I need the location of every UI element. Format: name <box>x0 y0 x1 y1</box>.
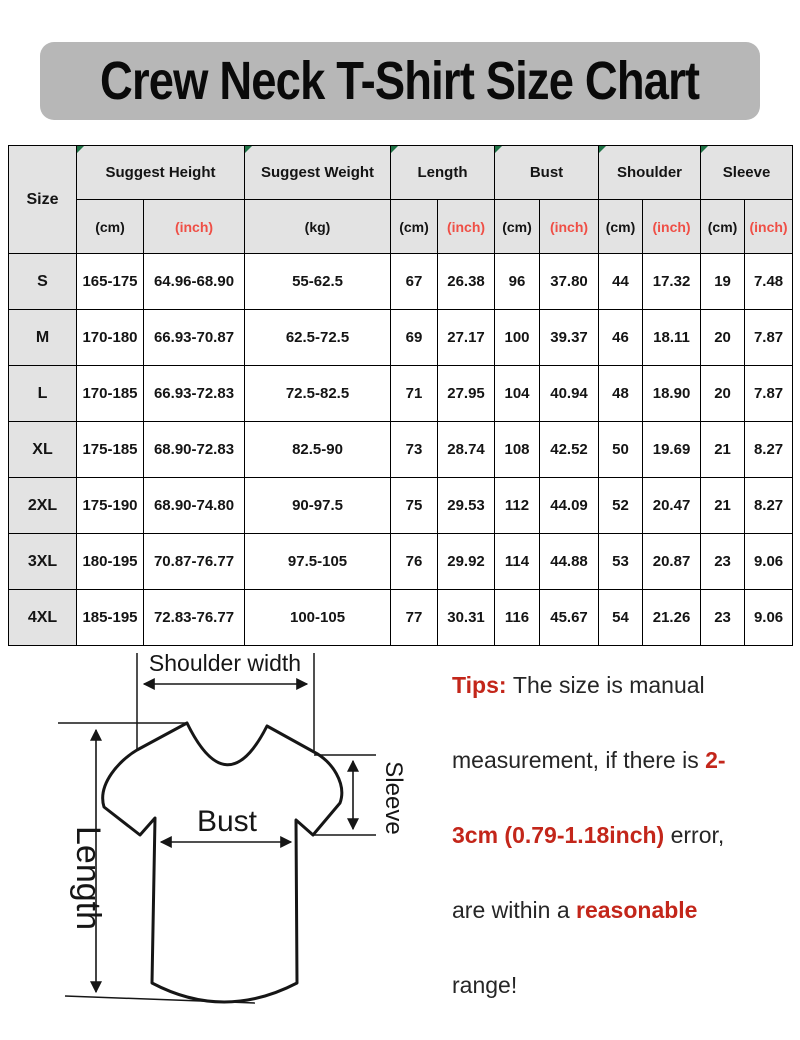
cell-corner-marker <box>701 146 708 153</box>
value-cell: 64.96-68.90 <box>144 254 245 310</box>
cell-corner-marker <box>391 146 398 153</box>
value-cell: 70.87-76.77 <box>144 534 245 590</box>
value-cell: 20.47 <box>643 478 701 534</box>
table-row <box>9 310 793 366</box>
size-cell: S <box>9 254 77 310</box>
sleeve-label: Sleeve <box>380 761 407 835</box>
value-cell: 23 <box>701 534 745 590</box>
value-cell: 9.06 <box>745 534 793 590</box>
value-cell: 9.06 <box>745 590 793 646</box>
value-cell: 108 <box>495 422 540 478</box>
value-cell: 97.5-105 <box>245 534 391 590</box>
value-cell: 67 <box>391 254 438 310</box>
value-cell: 19 <box>701 254 745 310</box>
value-cell: 66.93-72.83 <box>144 366 245 422</box>
tips-text <box>452 648 788 1023</box>
value-cell: 53 <box>599 534 643 590</box>
tips-highlight: Tips: <box>452 672 513 698</box>
tips-segment: measurement, if there is <box>452 747 706 773</box>
column-group-header: Length <box>391 146 495 200</box>
bust-label: Bust <box>196 805 258 838</box>
tips-segment: The size is manual <box>512 672 705 698</box>
value-cell: 50 <box>599 422 643 478</box>
value-cell: 62.5-72.5 <box>245 310 391 366</box>
table-row <box>9 478 793 534</box>
value-cell: 21 <box>701 422 745 478</box>
unit-header: (kg) <box>245 200 391 254</box>
value-cell: 170-180 <box>77 310 144 366</box>
tips-line <box>452 798 788 873</box>
size-cell: 4XL <box>9 590 77 646</box>
value-cell: 21 <box>701 478 745 534</box>
unit-header: (inch) <box>540 200 599 254</box>
tips-segment: are within a <box>452 897 577 923</box>
tips-highlight: 2- <box>705 747 726 773</box>
tips-line <box>452 648 788 723</box>
unit-header: (cm) <box>701 200 745 254</box>
unit-header: (cm) <box>495 200 540 254</box>
table-row <box>9 534 793 590</box>
value-cell: 27.95 <box>438 366 495 422</box>
value-cell: 29.92 <box>438 534 495 590</box>
value-cell: 66.93-70.87 <box>144 310 245 366</box>
value-cell: 116 <box>495 590 540 646</box>
length-label: Length <box>69 826 107 930</box>
value-cell: 68.90-74.80 <box>144 478 245 534</box>
tips-highlight: 3cm (0.79-1.18inch) <box>452 822 665 848</box>
value-cell: 27.17 <box>438 310 495 366</box>
unit-header: (inch) <box>745 200 793 254</box>
value-cell: 18.90 <box>643 366 701 422</box>
value-cell: 185-195 <box>77 590 144 646</box>
value-cell: 39.37 <box>540 310 599 366</box>
value-cell: 20.87 <box>643 534 701 590</box>
tips-highlight: reasonable <box>576 897 698 923</box>
value-cell: 72.83-76.77 <box>144 590 245 646</box>
unit-header: (cm) <box>599 200 643 254</box>
value-cell: 20 <box>701 310 745 366</box>
column-group-header: Suggest Weight <box>245 146 391 200</box>
value-cell: 114 <box>495 534 540 590</box>
value-cell: 96 <box>495 254 540 310</box>
tshirt-diagram <box>20 645 460 1040</box>
tips-line <box>452 948 788 1023</box>
value-cell: 44.09 <box>540 478 599 534</box>
unit-header: (cm) <box>391 200 438 254</box>
table-row <box>9 590 793 646</box>
cell-corner-marker <box>495 146 502 153</box>
value-cell: 100 <box>495 310 540 366</box>
shoulder-width-label: Shoulder width <box>148 650 302 676</box>
column-header-size: Size <box>9 146 77 254</box>
value-cell: 21.26 <box>643 590 701 646</box>
size-cell: 2XL <box>9 478 77 534</box>
size-cell: XL <box>9 422 77 478</box>
value-cell: 100-105 <box>245 590 391 646</box>
size-cell: M <box>9 310 77 366</box>
column-group-header: Sleeve <box>701 146 793 200</box>
value-cell: 44.88 <box>540 534 599 590</box>
value-cell: 17.32 <box>643 254 701 310</box>
value-cell: 48 <box>599 366 643 422</box>
unit-header: (cm) <box>77 200 144 254</box>
size-chart-table <box>8 145 793 646</box>
value-cell: 175-190 <box>77 478 144 534</box>
size-cell: 3XL <box>9 534 77 590</box>
tips-line <box>452 723 788 798</box>
value-cell: 170-185 <box>77 366 144 422</box>
value-cell: 46 <box>599 310 643 366</box>
title-banner <box>40 42 760 120</box>
cell-corner-marker <box>77 146 84 153</box>
cell-corner-marker <box>599 146 606 153</box>
value-cell: 72.5-82.5 <box>245 366 391 422</box>
value-cell: 26.38 <box>438 254 495 310</box>
value-cell: 20 <box>701 366 745 422</box>
tips-segment: range! <box>452 972 518 998</box>
size-cell: L <box>9 366 77 422</box>
value-cell: 69 <box>391 310 438 366</box>
value-cell: 40.94 <box>540 366 599 422</box>
value-cell: 90-97.5 <box>245 478 391 534</box>
column-group-header: Suggest Height <box>77 146 245 200</box>
value-cell: 54 <box>599 590 643 646</box>
cell-corner-marker <box>245 146 252 153</box>
value-cell: 7.87 <box>745 310 793 366</box>
tshirt-outline <box>103 723 342 1002</box>
tips-line <box>452 873 788 948</box>
value-cell: 42.52 <box>540 422 599 478</box>
value-cell: 71 <box>391 366 438 422</box>
value-cell: 82.5-90 <box>245 422 391 478</box>
value-cell: 37.80 <box>540 254 599 310</box>
value-cell: 8.27 <box>745 422 793 478</box>
table-body <box>9 254 793 646</box>
value-cell: 165-175 <box>77 254 144 310</box>
value-cell: 112 <box>495 478 540 534</box>
table-row <box>9 422 793 478</box>
value-cell: 8.27 <box>745 478 793 534</box>
value-cell: 175-185 <box>77 422 144 478</box>
table-row <box>9 254 793 310</box>
value-cell: 18.11 <box>643 310 701 366</box>
value-cell: 45.67 <box>540 590 599 646</box>
value-cell: 77 <box>391 590 438 646</box>
table-row <box>9 366 793 422</box>
value-cell: 30.31 <box>438 590 495 646</box>
value-cell: 75 <box>391 478 438 534</box>
value-cell: 44 <box>599 254 643 310</box>
page-title: Crew Neck T-Shirt Size Chart <box>100 51 700 111</box>
tips-segment: error, <box>664 822 725 848</box>
value-cell: 180-195 <box>77 534 144 590</box>
value-cell: 55-62.5 <box>245 254 391 310</box>
value-cell: 76 <box>391 534 438 590</box>
unit-header: (inch) <box>144 200 245 254</box>
value-cell: 28.74 <box>438 422 495 478</box>
value-cell: 52 <box>599 478 643 534</box>
column-group-header: Shoulder <box>599 146 701 200</box>
value-cell: 7.48 <box>745 254 793 310</box>
unit-header: (inch) <box>438 200 495 254</box>
value-cell: 68.90-72.83 <box>144 422 245 478</box>
value-cell: 104 <box>495 366 540 422</box>
value-cell: 73 <box>391 422 438 478</box>
column-group-header: Bust <box>495 146 599 200</box>
value-cell: 23 <box>701 590 745 646</box>
value-cell: 19.69 <box>643 422 701 478</box>
unit-header: (inch) <box>643 200 701 254</box>
value-cell: 29.53 <box>438 478 495 534</box>
table-header <box>9 146 793 254</box>
value-cell: 7.87 <box>745 366 793 422</box>
